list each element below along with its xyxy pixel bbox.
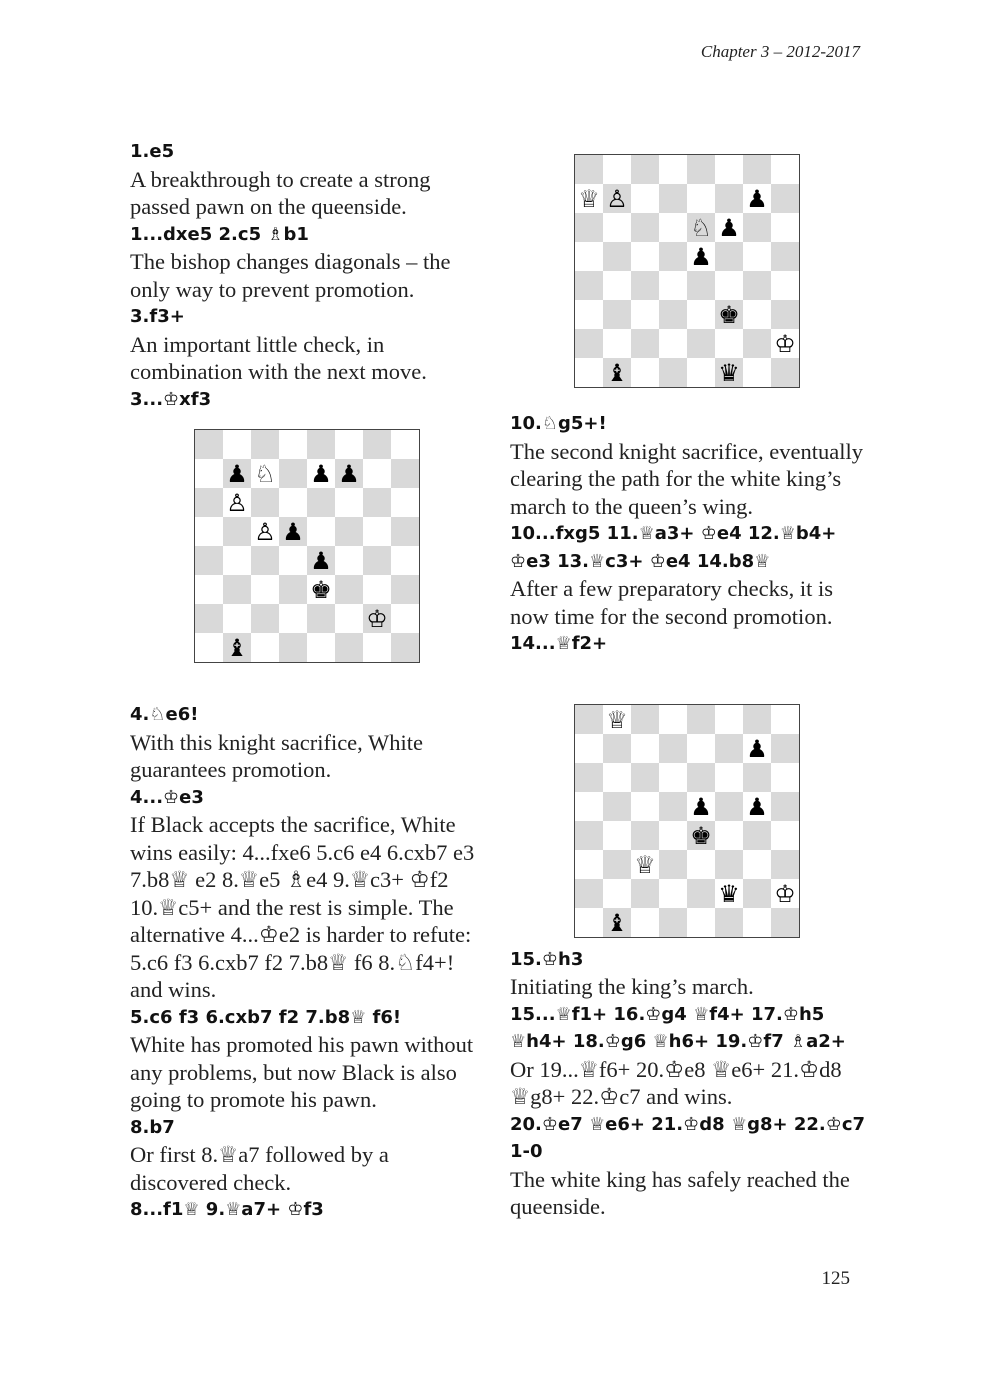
square-d7 xyxy=(659,184,687,213)
square-b6 xyxy=(603,213,631,242)
square-h4 xyxy=(391,546,419,575)
square-c8 xyxy=(251,430,279,459)
move-notation: 10...fxg5 11.♕a3+ ♔e4 12.♕b4+ ♔e3 13.♕c3+ ♔e4 14.b8♕ xyxy=(510,523,837,572)
commentary-text: Or 19...♕f6+ 20.♔e8 ♕e6+ 21.♔d8 ♕g8+ 22.♔c7 and wins. xyxy=(510,1056,842,1109)
square-d3 xyxy=(659,300,687,329)
square-c4 xyxy=(631,821,659,850)
square-c1 xyxy=(251,633,279,662)
square-b4 xyxy=(603,271,631,300)
square-g8 xyxy=(743,705,771,734)
chess-diagram-2 xyxy=(574,154,800,388)
square-c3 xyxy=(251,575,279,604)
move-notation: 15...♕f1+ 16.♔g4 ♕f4+ 17.♔h5 ♕h4+ 18.♔g6 ♕h6+ 19.♔f7 ♗a2+ xyxy=(510,1003,846,1052)
square-g5 xyxy=(743,792,771,821)
square-b6 xyxy=(603,763,631,792)
square-e6 xyxy=(307,488,335,517)
square-c6 xyxy=(631,213,659,242)
move-notation: 4.♘e6! xyxy=(130,704,199,725)
square-d4 xyxy=(659,821,687,850)
square-h5 xyxy=(391,517,419,546)
chess-piece-white-b6: ♙ xyxy=(226,488,248,517)
chess-piece-black-e4: ♟ xyxy=(310,546,332,575)
chess-piece-white-e6: ♘ xyxy=(690,213,712,242)
square-g4 xyxy=(743,271,771,300)
commentary-text: An important little check, in combination with the next move. xyxy=(130,331,427,384)
commentary-text: The second knight sacrifice, eventually clearing the path for the white king’s march to the queen’s wing. xyxy=(510,438,863,519)
chess-piece-black-f7: ♟ xyxy=(338,459,360,488)
square-f5 xyxy=(335,517,363,546)
commentary-text: The white king has safely reached the queenside. xyxy=(510,1166,850,1219)
square-b7 xyxy=(603,734,631,763)
square-e4 xyxy=(307,546,335,575)
square-h1 xyxy=(771,908,799,937)
square-g8 xyxy=(363,430,391,459)
chess-piece-white-c3: ♕ xyxy=(634,850,656,879)
chess-piece-white-c7: ♘ xyxy=(254,459,276,488)
square-d2 xyxy=(279,604,307,633)
square-h8 xyxy=(771,705,799,734)
square-e6 xyxy=(687,763,715,792)
square-a6 xyxy=(575,213,603,242)
commentary-text: A breakthrough to create a strong passed pawn on the queenside. xyxy=(130,166,431,219)
square-h1 xyxy=(391,633,419,662)
square-f7 xyxy=(715,184,743,213)
square-a6 xyxy=(195,488,223,517)
square-g7 xyxy=(743,734,771,763)
commentary-text: If Black accepts the sacrifice, White wins easily: 4...fxe6 5.c6 e4 6.cxb7 e3 7.b8♕ e2 8.♕e5 ♗e4 9.♕c3+ ♔f2 10.♕c5+ and the rest is simple. The alternative 4...♔e2 is harder to refute: 5.c6 f3 6.cxb7 f2 7.b8♕ f6 8.♘f4+! and wins. xyxy=(130,812,475,1002)
chess-piece-white-a7: ♕ xyxy=(578,184,600,213)
move-notation: 20.♔e7 ♕e6+ 21.♔d8 ♕g8+ 22.♔c7 1-0 xyxy=(510,1113,866,1162)
square-b8 xyxy=(603,705,631,734)
square-b1 xyxy=(603,908,631,937)
square-g2 xyxy=(743,329,771,358)
square-f6 xyxy=(715,763,743,792)
square-e7 xyxy=(307,459,335,488)
square-e1 xyxy=(687,908,715,937)
square-d4 xyxy=(279,546,307,575)
square-h1 xyxy=(771,358,799,387)
square-a1 xyxy=(575,358,603,387)
square-c2 xyxy=(631,879,659,908)
square-e2 xyxy=(687,329,715,358)
square-b4 xyxy=(603,821,631,850)
square-a1 xyxy=(195,633,223,662)
square-e8 xyxy=(687,705,715,734)
square-b1 xyxy=(603,358,631,387)
chess-piece-black-e7: ♟ xyxy=(310,459,332,488)
chess-piece-white-c5: ♙ xyxy=(254,517,276,546)
chess-diagram-1 xyxy=(194,429,420,663)
chess-piece-black-g7: ♟ xyxy=(746,734,768,763)
square-a5 xyxy=(195,517,223,546)
square-a1 xyxy=(575,908,603,937)
square-h5 xyxy=(771,242,799,271)
square-e2 xyxy=(307,604,335,633)
move-notation: 8...f1♕ 9.♕a7+ ♔f3 xyxy=(130,1199,324,1220)
square-g4 xyxy=(363,546,391,575)
chess-piece-black-e4: ♚ xyxy=(690,821,712,850)
square-g7 xyxy=(363,459,391,488)
square-f5 xyxy=(715,242,743,271)
square-d3 xyxy=(659,850,687,879)
square-c1 xyxy=(631,908,659,937)
chess-piece-white-h2: ♔ xyxy=(774,879,796,908)
square-f4 xyxy=(715,271,743,300)
move-notation: 4...♔e3 xyxy=(130,786,204,808)
square-c3 xyxy=(631,300,659,329)
chess-piece-black-f2: ♛ xyxy=(718,879,740,908)
square-a3 xyxy=(575,300,603,329)
square-a3 xyxy=(575,850,603,879)
square-h6 xyxy=(391,488,419,517)
square-d1 xyxy=(659,358,687,387)
square-c5 xyxy=(631,792,659,821)
square-g7 xyxy=(743,184,771,213)
square-g3 xyxy=(743,300,771,329)
square-a4 xyxy=(195,546,223,575)
chess-piece-black-f1: ♛ xyxy=(718,358,740,387)
square-h6 xyxy=(771,763,799,792)
square-d2 xyxy=(659,329,687,358)
chess-piece-white-g2: ♔ xyxy=(366,604,388,633)
square-f1 xyxy=(715,358,743,387)
square-c7 xyxy=(631,184,659,213)
square-a5 xyxy=(575,792,603,821)
square-d5 xyxy=(659,792,687,821)
commentary-text: Initiating the king’s march. xyxy=(510,974,754,999)
square-f6 xyxy=(715,213,743,242)
square-d3 xyxy=(279,575,307,604)
square-b4 xyxy=(223,546,251,575)
square-b8 xyxy=(223,430,251,459)
square-g3 xyxy=(363,575,391,604)
square-e5 xyxy=(307,517,335,546)
square-f2 xyxy=(335,604,363,633)
square-h2 xyxy=(391,604,419,633)
square-h3 xyxy=(771,300,799,329)
chess-piece-black-e3: ♚ xyxy=(310,575,332,604)
square-c7 xyxy=(631,734,659,763)
square-h6 xyxy=(771,213,799,242)
chess-piece-black-f3: ♚ xyxy=(718,300,740,329)
square-c2 xyxy=(631,329,659,358)
square-d2 xyxy=(659,879,687,908)
square-g8 xyxy=(743,155,771,184)
chess-piece-black-b1: ♝ xyxy=(226,633,248,662)
square-g6 xyxy=(363,488,391,517)
square-a4 xyxy=(575,271,603,300)
square-h3 xyxy=(771,850,799,879)
square-f7 xyxy=(715,734,743,763)
square-b2 xyxy=(603,329,631,358)
square-d7 xyxy=(279,459,307,488)
move-notation: 8.b7 xyxy=(130,1116,175,1138)
square-h7 xyxy=(771,734,799,763)
commentary-text: Or first 8.♕a7 followed by a discovered check. xyxy=(130,1142,389,1195)
move-notation: 10.♘g5+! xyxy=(510,413,607,434)
move-notation: 15.♔h3 xyxy=(510,948,584,970)
square-a6 xyxy=(575,763,603,792)
square-c7 xyxy=(251,459,279,488)
square-g1 xyxy=(363,633,391,662)
square-e5 xyxy=(687,242,715,271)
square-h8 xyxy=(771,155,799,184)
square-e5 xyxy=(687,792,715,821)
square-b3 xyxy=(603,300,631,329)
square-c6 xyxy=(251,488,279,517)
square-a8 xyxy=(575,705,603,734)
square-a2 xyxy=(195,604,223,633)
square-b3 xyxy=(223,575,251,604)
square-f8 xyxy=(715,705,743,734)
square-a3 xyxy=(195,575,223,604)
square-e3 xyxy=(687,850,715,879)
square-f2 xyxy=(715,879,743,908)
page-number: 125 xyxy=(821,1268,850,1289)
square-d7 xyxy=(659,734,687,763)
square-a7 xyxy=(575,734,603,763)
chess-diagram-3 xyxy=(574,704,800,938)
square-d6 xyxy=(659,763,687,792)
square-e1 xyxy=(307,633,335,662)
chess-piece-black-d5: ♟ xyxy=(282,517,304,546)
square-b6 xyxy=(223,488,251,517)
square-f3 xyxy=(715,850,743,879)
square-e2 xyxy=(687,879,715,908)
move-notation: 3.f3+ xyxy=(130,306,185,327)
square-b1 xyxy=(223,633,251,662)
square-f4 xyxy=(335,546,363,575)
chess-piece-white-h2: ♔ xyxy=(774,329,796,358)
commentary-text: The bishop changes diagonals – the only way to prevent promotion. xyxy=(130,249,451,302)
square-d8 xyxy=(279,430,307,459)
square-c8 xyxy=(631,705,659,734)
square-h4 xyxy=(771,271,799,300)
square-d4 xyxy=(659,271,687,300)
commentary-text: White has promoted his pawn without any problems, but now Black is also going to promote his pawn. xyxy=(130,1032,474,1112)
square-h7 xyxy=(771,184,799,213)
square-c6 xyxy=(631,763,659,792)
square-f2 xyxy=(715,329,743,358)
square-a2 xyxy=(575,329,603,358)
square-c3 xyxy=(631,850,659,879)
square-c5 xyxy=(251,517,279,546)
square-h3 xyxy=(391,575,419,604)
commentary-text: After a few preparatory checks, it is now time for the second promotion. xyxy=(510,576,833,629)
square-d8 xyxy=(659,705,687,734)
move-notation: 1.e5 xyxy=(130,141,175,162)
square-e6 xyxy=(687,213,715,242)
square-g6 xyxy=(743,763,771,792)
chess-piece-black-g7: ♟ xyxy=(746,184,768,213)
square-d8 xyxy=(659,155,687,184)
square-c5 xyxy=(631,242,659,271)
square-g5 xyxy=(363,517,391,546)
square-h4 xyxy=(771,821,799,850)
square-a2 xyxy=(575,879,603,908)
square-b3 xyxy=(603,850,631,879)
square-f5 xyxy=(715,792,743,821)
square-f6 xyxy=(335,488,363,517)
square-h2 xyxy=(771,879,799,908)
move-notation: 14...♕f2+ xyxy=(510,633,608,654)
square-h8 xyxy=(391,430,419,459)
square-g2 xyxy=(743,879,771,908)
square-f7 xyxy=(335,459,363,488)
square-f8 xyxy=(715,155,743,184)
chess-piece-white-b7: ♙ xyxy=(606,184,628,213)
square-d5 xyxy=(279,517,307,546)
square-d1 xyxy=(279,633,307,662)
square-c1 xyxy=(631,358,659,387)
square-d1 xyxy=(659,908,687,937)
chess-piece-black-e5: ♟ xyxy=(690,792,712,821)
square-e7 xyxy=(687,734,715,763)
square-g1 xyxy=(743,358,771,387)
square-e8 xyxy=(687,155,715,184)
square-h2 xyxy=(771,329,799,358)
square-a7 xyxy=(195,459,223,488)
square-a4 xyxy=(575,821,603,850)
square-a8 xyxy=(575,155,603,184)
square-e1 xyxy=(687,358,715,387)
commentary-text: With this knight sacrifice, White guarantees promotion. xyxy=(130,729,423,782)
square-d6 xyxy=(279,488,307,517)
square-b5 xyxy=(223,517,251,546)
square-f1 xyxy=(715,908,743,937)
chess-piece-black-b1: ♝ xyxy=(606,358,628,387)
square-e8 xyxy=(307,430,335,459)
square-g4 xyxy=(743,821,771,850)
square-e4 xyxy=(687,271,715,300)
square-g5 xyxy=(743,242,771,271)
square-g3 xyxy=(743,850,771,879)
square-g6 xyxy=(743,213,771,242)
square-b2 xyxy=(603,879,631,908)
chess-piece-black-e5: ♟ xyxy=(690,242,712,271)
square-d5 xyxy=(659,242,687,271)
square-e4 xyxy=(687,821,715,850)
square-c4 xyxy=(631,271,659,300)
chess-piece-white-b8: ♕ xyxy=(606,705,628,734)
square-b7 xyxy=(603,184,631,213)
left-column xyxy=(130,138,490,1224)
square-h5 xyxy=(771,792,799,821)
square-e3 xyxy=(307,575,335,604)
square-g1 xyxy=(743,908,771,937)
square-h7 xyxy=(391,459,419,488)
square-b7 xyxy=(223,459,251,488)
move-notation: 3...♔xf3 xyxy=(130,388,212,410)
chess-piece-black-b7: ♟ xyxy=(226,459,248,488)
square-b2 xyxy=(223,604,251,633)
square-c8 xyxy=(631,155,659,184)
square-c4 xyxy=(251,546,279,575)
square-f3 xyxy=(715,300,743,329)
running-header: Chapter 3 – 2012-2017 xyxy=(700,42,860,61)
move-notation: 1...dxe5 2.c5 ♗b1 xyxy=(130,223,309,245)
square-a5 xyxy=(575,242,603,271)
square-f8 xyxy=(335,430,363,459)
move-notation: 5.c6 f3 6.cxb7 f2 7.b8♕ f6! xyxy=(130,1006,402,1028)
square-b5 xyxy=(603,242,631,271)
square-g2 xyxy=(363,604,391,633)
square-d6 xyxy=(659,213,687,242)
square-f3 xyxy=(335,575,363,604)
square-c2 xyxy=(251,604,279,633)
square-a7 xyxy=(575,184,603,213)
chess-piece-black-f6: ♟ xyxy=(718,213,740,242)
square-b5 xyxy=(603,792,631,821)
square-f4 xyxy=(715,821,743,850)
square-e3 xyxy=(687,300,715,329)
square-b8 xyxy=(603,155,631,184)
square-a8 xyxy=(195,430,223,459)
square-f1 xyxy=(335,633,363,662)
square-e7 xyxy=(687,184,715,213)
chess-piece-black-g5: ♟ xyxy=(746,792,768,821)
chess-piece-black-b1: ♝ xyxy=(606,908,628,937)
